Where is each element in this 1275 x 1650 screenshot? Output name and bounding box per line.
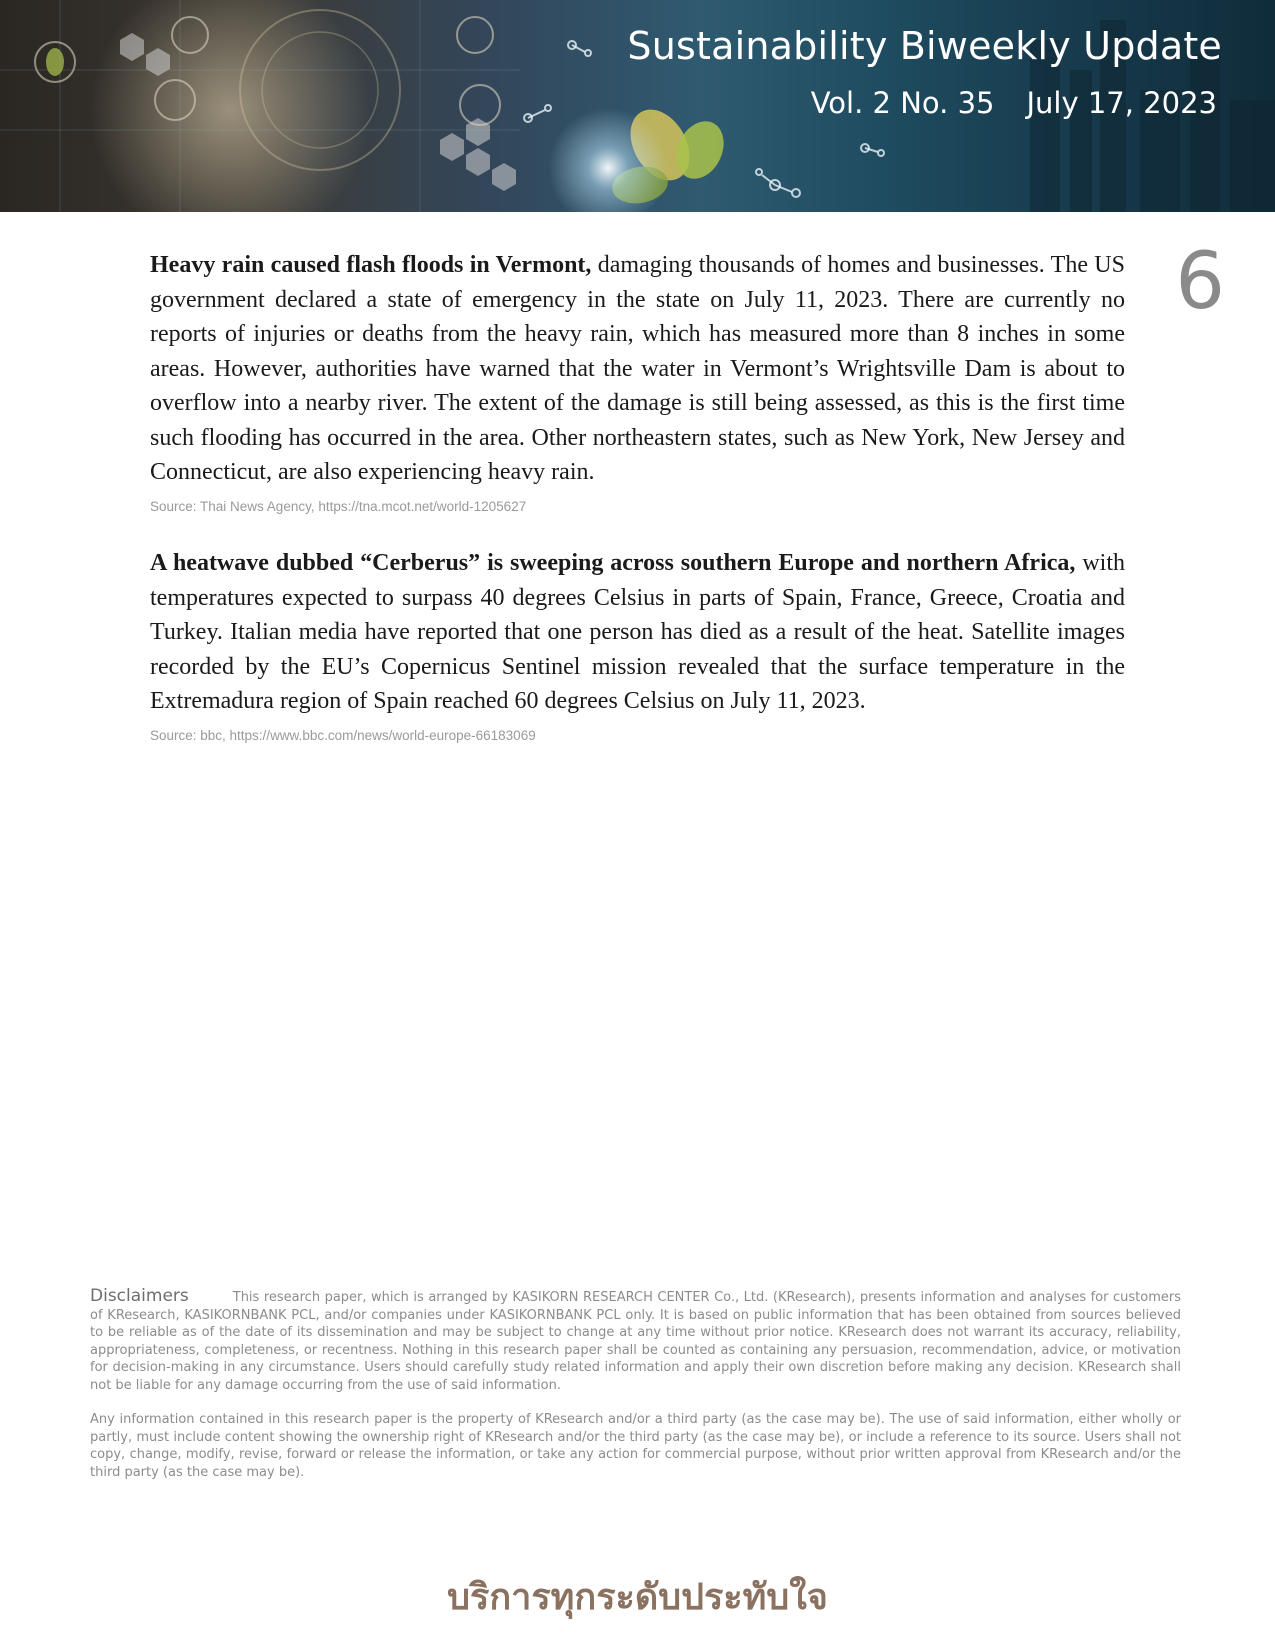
article-text [150,248,1125,490]
issue-volume: Vol. 2 No. 35 [810,86,995,120]
disclaimer-paragraph-2: Any information contained in this research paper is the property of KResearch and/or a third party (as the case may be). The use of said information, either wholly or partly, must include content showing the ownership right of KResearch and/or the third party (as the case may be), or include a reference to its source. Users shall not copy, change, modify, revise, forward or release the information, or take any action for commercial purpose, without prior written approval from KResearch and/or the third party (as the case may be). [90,1412,1181,1480]
issue-info [811,86,1217,120]
publication-title: Sustainability Biweekly Update [627,24,1222,68]
article-source: Source: Thai News Agency, https://tna.mcot.net/world-1205627 [150,498,527,514]
page-number: 6 [1175,237,1225,327]
disclaimer-paragraph-1 [90,1288,1181,1394]
header-banner [0,0,1275,212]
article-body: with temperatures expected to surpass 40 degrees Celsius in parts of Spain, France, Greece, Croatia and Turkey. Italian media have reported that one person has died as a result of the heat. Satellite images recorded by the EU’s Copernicus Sentinel mission revealed that the surface temperature in the Extremadura region of Spain reached 60 degrees Celsius on July 11, 2023. [150,550,1125,714]
article-headline: Heavy rain caused flash floods in Vermont, [150,252,592,278]
article-body: damaging thousands of homes and businesses. The US government declared a state of emergency in the state on July 11, 2023. There are currently no reports of injuries or deaths from the heavy rain, which has measured more than 8 inches in some areas. However, authorities have warned that the water in Vermont’s Wrightsville Dam is about to overflow into a nearby river. The extent of the damage is still being assessed, as this is the first time such flooding has occurred in the area. Other northeastern states, such as New York, New Jersey and Connecticut, are also experiencing heavy rain. [150,252,1125,485]
disclaimer-text-1: This research paper, which is arranged by KASIKORN RESEARCH CENTER Co., Ltd. (KResearch), presents information and analyses for customers of KResearch, KASIKORNBANK PCL, and/or companies under KASIKORNBANK PCL only. It is based on public information that has been obtained from sources believed to be reliable as of the date of its dissemination and may be subject to change at any time without prior notice. KResearch does not warrant its accuracy, reliability, appropriateness, completeness, or recentness. Nothing in this research paper shall be counted as containing any persuasion, recommendation, advice, or motivation for decision-making in any circumstance. Users should carefully study related information and apply their own discretion before making any decision. KResearch shall not be liable for any damage occurring from the use of said information. [90,1290,1181,1393]
article-vermont-floods [150,248,1125,514]
article-source: Source: bbc, https://www.bbc.com/news/world-europe-66183069 [150,727,536,743]
footer-slogan: บริการทุกระดับประทับใจ [447,1577,828,1618]
issue-date: July 17, 2023 [1026,86,1217,120]
disclaimer-heading: Disclaimers [90,1286,189,1306]
disclaimer-section [90,1288,1181,1481]
article-cerberus-heatwave [150,546,1125,743]
article-headline: A heatwave dubbed “Cerberus” is sweeping across southern Europe and northern Africa, [150,550,1076,576]
article-text [150,546,1125,719]
